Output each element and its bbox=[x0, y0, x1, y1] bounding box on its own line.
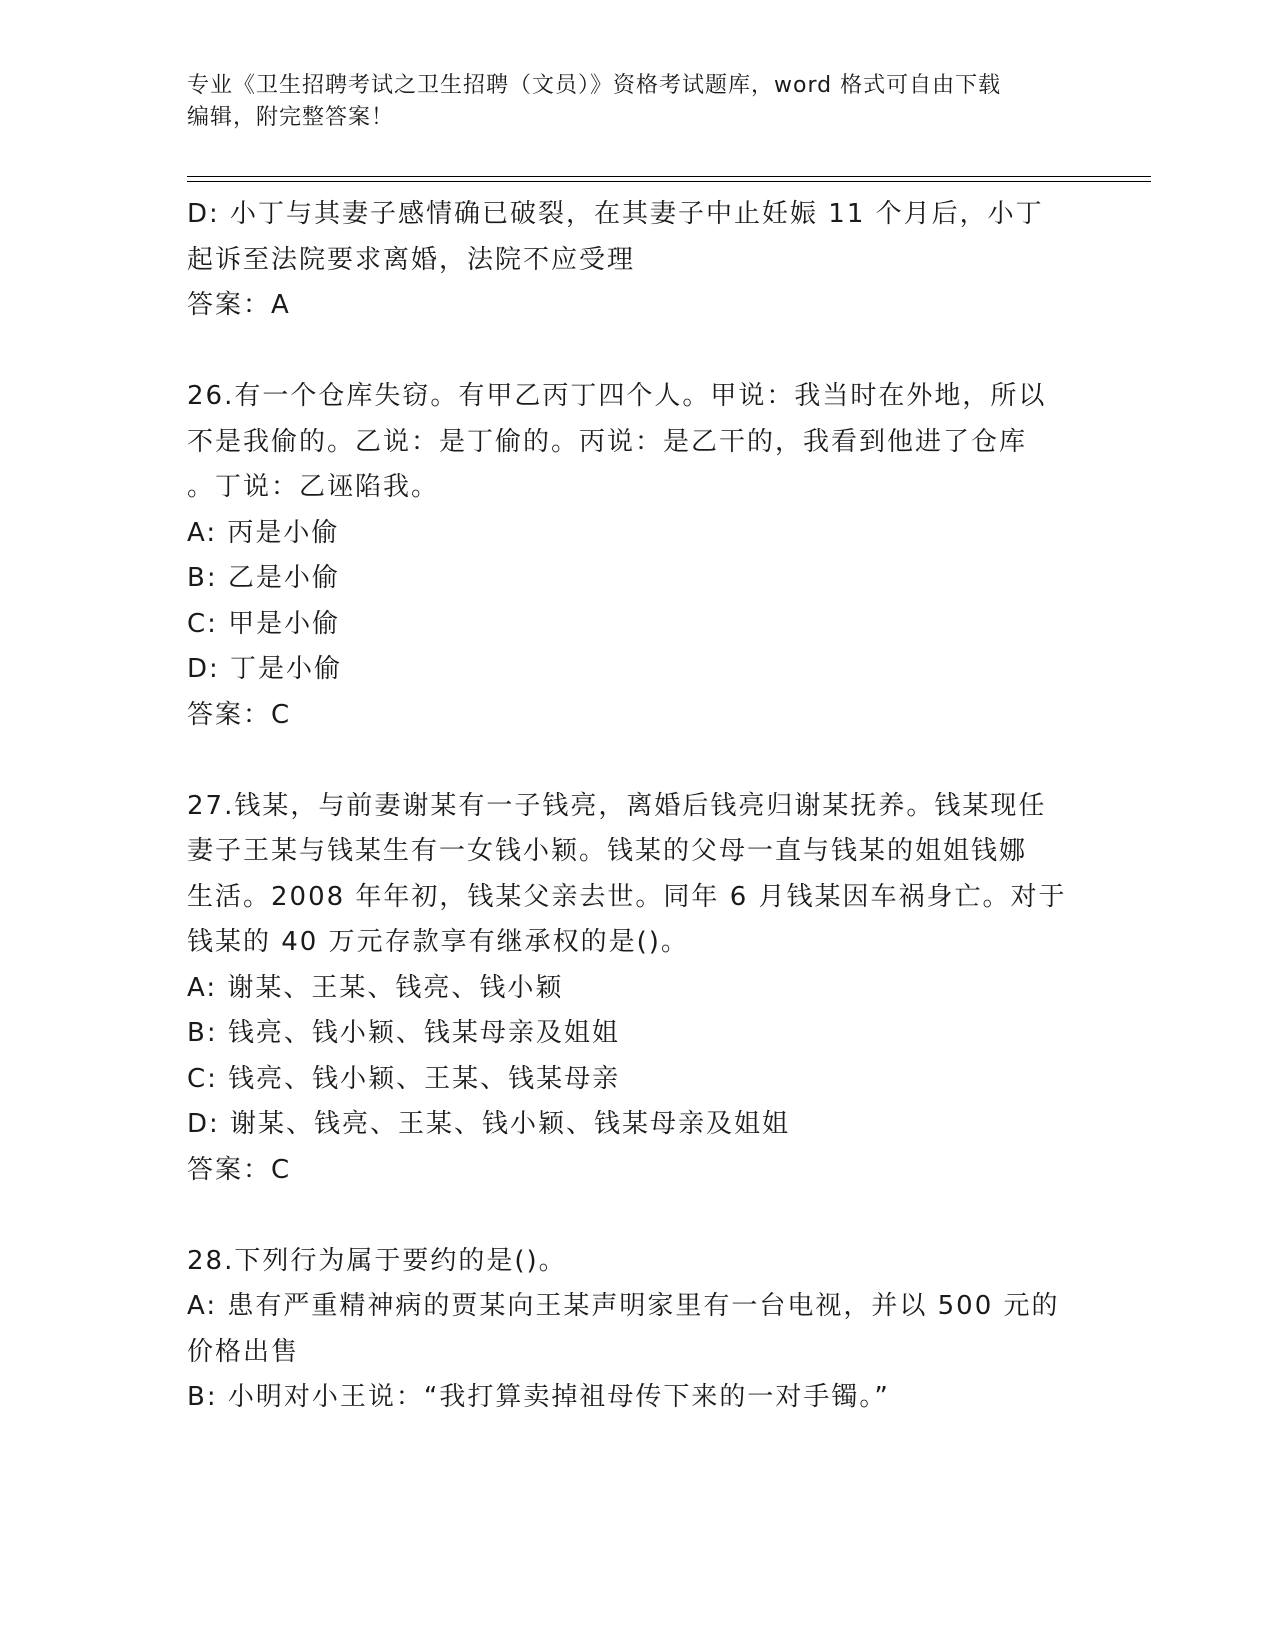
option-b: B: 小明对小王说：“我打算卖掉祖母传下来的一对手镯。” bbox=[187, 1382, 890, 1412]
option-c: C: 甲是小偷 bbox=[187, 608, 341, 639]
document-header: 专业《卫生招聘考试之卫生招聘（文员）》资格考试题库，word 格式可自由下载 编辑，附完整答案！ bbox=[187, 73, 1002, 130]
header-rule-bottom bbox=[187, 181, 1151, 182]
option-d: D: 丁是小偷 bbox=[187, 654, 343, 684]
option-d-line-1: D: 小丁与其妻子感情确已破裂，在其妻子中止妊娠 11 个月后，小丁 bbox=[187, 199, 1044, 229]
header-rule-top bbox=[187, 176, 1151, 177]
option-c: C: 钱亮、钱小颖、王某、钱某母亲 bbox=[187, 1063, 621, 1094]
question-stem-line: 妻子王某与钱某生有一女钱小颖。钱某的父母一直与钱某的姐姐钱娜 bbox=[187, 836, 1028, 866]
question-28 bbox=[187, 1239, 1087, 1421]
option-d-line-2: 起诉至法院要求离婚，法院不应受理 bbox=[187, 244, 636, 275]
answer: 答案：C bbox=[187, 1154, 292, 1185]
spacer bbox=[187, 1193, 1087, 1239]
option-a-line-2: 价格出售 bbox=[187, 1336, 300, 1367]
spacer bbox=[187, 738, 1087, 784]
question-25-tail bbox=[187, 192, 1087, 329]
answer: 答案：A bbox=[187, 290, 291, 320]
answer: 答案：C bbox=[187, 699, 292, 730]
document-body bbox=[187, 192, 1087, 1421]
option-b: B: 乙是小偷 bbox=[187, 563, 340, 593]
question-stem-line: 不是我偷的。乙说：是丁偷的。丙说：是乙干的，我看到他进了仓库 bbox=[187, 426, 1028, 457]
question-stem-line: 28.下列行为属于要约的是()。 bbox=[187, 1245, 567, 1276]
question-stem-line: 钱某的 40 万元存款享有继承权的是()。 bbox=[187, 927, 689, 957]
option-a: A: 谢某、王某、钱亮、钱小颖 bbox=[187, 972, 564, 1003]
spacer bbox=[187, 329, 1087, 375]
question-stem-line: 27.钱某，与前妻谢某有一子钱亮，离婚后钱亮归谢某抚养。钱某现任 bbox=[187, 790, 1047, 821]
question-stem-line: 。丁说：乙诬陷我。 bbox=[187, 472, 440, 502]
option-a-line-1: A: 患有严重精神病的贾某向王某声明家里有一台电视，并以 500 元的 bbox=[187, 1291, 1060, 1321]
option-a: A: 丙是小偷 bbox=[187, 517, 340, 548]
question-27 bbox=[187, 784, 1087, 1194]
question-stem-line: 26.有一个仓库失窃。有甲乙丙丁四个人。甲说：我当时在外地，所以 bbox=[187, 381, 1047, 411]
option-d: D: 谢某、钱亮、王某、钱小颖、钱某母亲及姐姐 bbox=[187, 1109, 791, 1139]
question-26 bbox=[187, 374, 1087, 738]
question-stem-line: 生活。2008 年年初，钱某父亲去世。同年 6 月钱某因车祸身亡。对于 bbox=[187, 881, 1067, 912]
option-b: B: 钱亮、钱小颖、钱某母亲及姐姐 bbox=[187, 1018, 620, 1048]
